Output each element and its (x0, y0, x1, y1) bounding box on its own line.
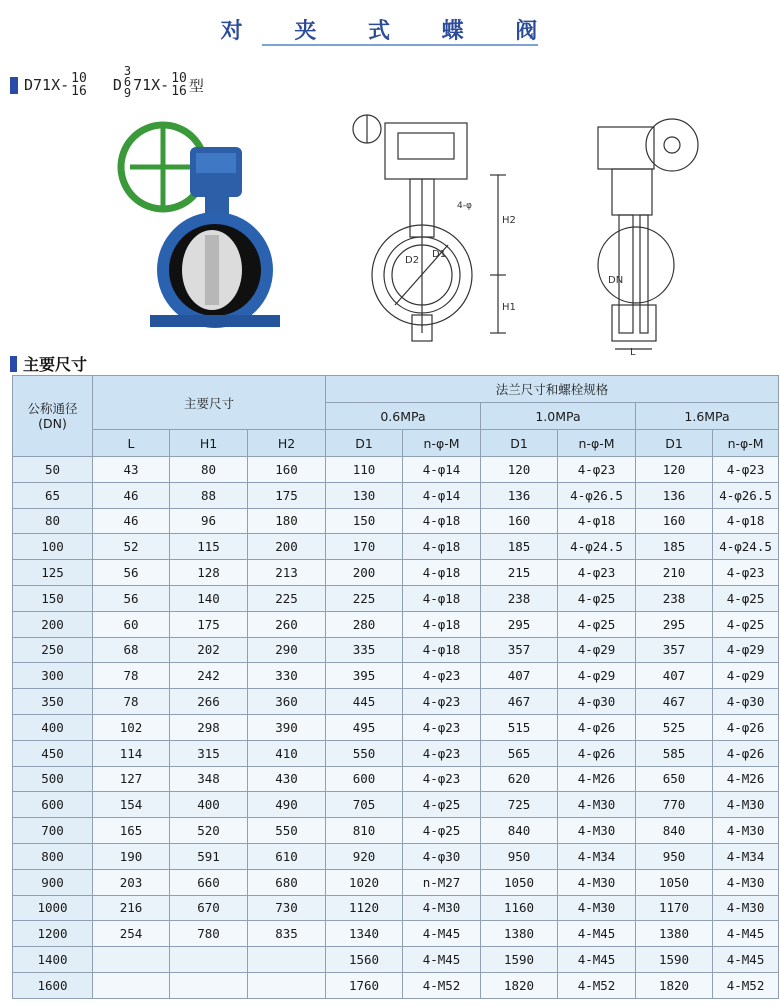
table-row (13, 663, 779, 689)
table-cell: 407 (481, 663, 558, 689)
table-cell: 4-φ24.5 (713, 534, 779, 560)
table-row (13, 792, 779, 818)
table-cell: 4-φ25 (558, 585, 636, 611)
table-cell: 56 (93, 585, 170, 611)
table-cell: 4-M30 (713, 869, 779, 895)
product-illustrations (0, 105, 780, 355)
dn-cell: 800 (13, 843, 93, 869)
table-cell: 4-φ30 (403, 843, 481, 869)
table-cell: 565 (481, 740, 558, 766)
model-stack-c (171, 72, 187, 98)
table-cell: 840 (636, 818, 713, 844)
table-cell: 165 (93, 818, 170, 844)
table-row (13, 689, 779, 715)
table-cell: 315 (170, 740, 248, 766)
table-cell: 407 (636, 663, 713, 689)
table-cell: 4-M52 (558, 972, 636, 998)
table-cell: 4-M45 (558, 921, 636, 947)
table-cell: 550 (248, 818, 326, 844)
table-row (13, 818, 779, 844)
table-cell: 60 (93, 611, 170, 637)
table-cell: 4-φ25 (713, 585, 779, 611)
section-marker (10, 356, 17, 372)
table-cell: 102 (93, 714, 170, 740)
table-cell: 290 (248, 637, 326, 663)
table-cell: 150 (326, 508, 403, 534)
table-cell: 175 (170, 611, 248, 637)
model-prefix-b-left: D (112, 76, 122, 94)
table-cell: 213 (248, 560, 326, 586)
dn-cell: 700 (13, 818, 93, 844)
table-cell: 46 (93, 482, 170, 508)
table-cell: 4-φ30 (558, 689, 636, 715)
table-cell: 4-φ18 (403, 585, 481, 611)
table-cell: 4-M30 (558, 869, 636, 895)
header-col-h2: H2 (248, 430, 326, 457)
dn-cell: 200 (13, 611, 93, 637)
table-cell: 4-M52 (403, 972, 481, 998)
table-cell: 4-φ18 (403, 560, 481, 586)
table-cell: 4-φ18 (403, 637, 481, 663)
table-cell: 360 (248, 689, 326, 715)
dn-cell: 100 (13, 534, 93, 560)
dn-cell: 125 (13, 560, 93, 586)
table-cell: 4-φ29 (713, 663, 779, 689)
table-cell: 4-φ26.5 (558, 482, 636, 508)
table-cell: 4-φ23 (403, 766, 481, 792)
h2-label: H2 (502, 215, 516, 226)
table-cell: 203 (93, 869, 170, 895)
table-cell: 610 (248, 843, 326, 869)
table-cell: 295 (636, 611, 713, 637)
table-cell: 4-φ25 (403, 792, 481, 818)
table-cell: 4-M45 (403, 921, 481, 947)
table-cell: 225 (326, 585, 403, 611)
table-cell: 495 (326, 714, 403, 740)
table-cell: n-M27 (403, 869, 481, 895)
table-cell: 591 (170, 843, 248, 869)
table-cell: 202 (170, 637, 248, 663)
model-stack-b-mid: 6 (123, 74, 132, 89)
table-cell: 88 (170, 482, 248, 508)
table-cell: 4-M26 (713, 766, 779, 792)
table-cell: 4-φ29 (558, 663, 636, 689)
d2-label: D2 (405, 255, 420, 266)
table-cell: 445 (326, 689, 403, 715)
table-cell: 180 (248, 508, 326, 534)
table-cell: 78 (93, 663, 170, 689)
valve-photo (121, 125, 280, 328)
table-cell: 1820 (481, 972, 558, 998)
table-cell: 490 (248, 792, 326, 818)
table-cell: 705 (326, 792, 403, 818)
dimensions-table (12, 375, 779, 999)
table-cell: 4-φ18 (558, 508, 636, 534)
dn-cell: 65 (13, 482, 93, 508)
table-row (13, 843, 779, 869)
table-row (13, 508, 779, 534)
table-cell: 78 (93, 689, 170, 715)
header-col-bolt-10: n-φ-M (558, 430, 636, 457)
table-cell: 185 (636, 534, 713, 560)
table-cell (93, 972, 170, 998)
header-col-l: L (93, 430, 170, 457)
dn-cell: 450 (13, 740, 93, 766)
table-cell: 4-M45 (558, 947, 636, 973)
table-cell: 238 (636, 585, 713, 611)
table-cell: 670 (170, 895, 248, 921)
table-cell: 620 (481, 766, 558, 792)
side-view-drawing (598, 119, 698, 349)
model-stack-a (71, 72, 87, 98)
table-cell: 835 (248, 921, 326, 947)
table-cell: 550 (326, 740, 403, 766)
table-cell: 950 (481, 843, 558, 869)
header-col-bolt-16: n-φ-M (713, 430, 779, 457)
table-cell: 4-φ18 (713, 508, 779, 534)
header-col-bolt-06: n-φ-M (403, 430, 481, 457)
dn-cell: 1200 (13, 921, 93, 947)
table-row (13, 457, 779, 483)
table-cell: 467 (636, 689, 713, 715)
table-cell: 225 (248, 585, 326, 611)
section-marker (10, 77, 18, 94)
dn-cell: 1400 (13, 947, 93, 973)
table-row (13, 869, 779, 895)
table-row (13, 560, 779, 586)
table-cell: 330 (248, 663, 326, 689)
bolt-label: 4-φ (457, 201, 472, 211)
table-cell: 4-M52 (713, 972, 779, 998)
header-dn: 公称通径 (DN) (13, 376, 93, 457)
dn-cell: 300 (13, 663, 93, 689)
table-cell: 254 (93, 921, 170, 947)
table-cell (248, 972, 326, 998)
table-cell: 4-M26 (558, 766, 636, 792)
model-designation (10, 63, 204, 102)
table-cell: 242 (170, 663, 248, 689)
dn-cell: 400 (13, 714, 93, 740)
table-cell: 4-M34 (558, 843, 636, 869)
model-prefix-b-right: 71X- (133, 76, 170, 94)
table-cell: 4-φ18 (403, 508, 481, 534)
dn-cell: 600 (13, 792, 93, 818)
model-stack-b (123, 63, 132, 100)
table-cell: 43 (93, 457, 170, 483)
dn-cell: 500 (13, 766, 93, 792)
table-cell: 430 (248, 766, 326, 792)
dn-cell: 50 (13, 457, 93, 483)
table-cell (248, 947, 326, 973)
table-cell: 4-M30 (713, 895, 779, 921)
table-cell: 4-φ23 (713, 560, 779, 586)
table-cell: 335 (326, 637, 403, 663)
table-cell: 170 (326, 534, 403, 560)
table-cell: 1380 (636, 921, 713, 947)
header-col-d1-10: D1 (481, 430, 558, 457)
table-cell: 395 (326, 663, 403, 689)
table-cell: 780 (170, 921, 248, 947)
table-row (13, 895, 779, 921)
table-cell: 260 (248, 611, 326, 637)
table-cell: 4-φ18 (403, 534, 481, 560)
table-cell: 1120 (326, 895, 403, 921)
model-stack-c-bottom: 16 (171, 84, 187, 99)
header-pressure-16: 1.6MPa (636, 403, 779, 430)
table-cell: 4-φ26 (558, 740, 636, 766)
header-flange: 法兰尺寸和螺栓规格 (326, 376, 779, 403)
table-cell: 1050 (636, 869, 713, 895)
header-col-d1-16: D1 (636, 430, 713, 457)
table-cell: 52 (93, 534, 170, 560)
dn-cell: 1600 (13, 972, 93, 998)
table-cell: 525 (636, 714, 713, 740)
table-row (13, 585, 779, 611)
table-cell: 280 (326, 611, 403, 637)
table-cell: 154 (93, 792, 170, 818)
front-view-drawing (353, 115, 506, 341)
header-pressure-10: 1.0MPa (481, 403, 636, 430)
table-cell: 210 (636, 560, 713, 586)
table-row (13, 947, 779, 973)
table-cell: 1050 (481, 869, 558, 895)
table-cell: 1760 (326, 972, 403, 998)
table-cell: 4-M30 (558, 818, 636, 844)
model-prefix-a: D71X- (24, 76, 70, 94)
table-cell: 4-φ23 (713, 457, 779, 483)
table-cell: 266 (170, 689, 248, 715)
table-row (13, 714, 779, 740)
table-cell: 348 (170, 766, 248, 792)
dn-cell: 900 (13, 869, 93, 895)
header-pressure-06: 0.6MPa (326, 403, 481, 430)
dn-label: DN (608, 275, 624, 286)
header-col-d1-06: D1 (326, 430, 403, 457)
table-cell: 4-φ18 (403, 611, 481, 637)
table-cell: 4-M45 (713, 947, 779, 973)
table-cell: 4-φ26 (713, 714, 779, 740)
table-cell: 46 (93, 508, 170, 534)
table-cell: 238 (481, 585, 558, 611)
table-cell: 810 (326, 818, 403, 844)
table-cell: 520 (170, 818, 248, 844)
dn-cell: 1000 (13, 895, 93, 921)
table-cell: 4-φ24.5 (558, 534, 636, 560)
table-cell: 1380 (481, 921, 558, 947)
table-cell: 467 (481, 689, 558, 715)
table-cell: 4-M30 (713, 792, 779, 818)
table-cell: 200 (248, 534, 326, 560)
table-cell: 190 (93, 843, 170, 869)
table-cell: 4-M30 (558, 895, 636, 921)
table-cell: 660 (170, 869, 248, 895)
table-row (13, 611, 779, 637)
table-cell: 840 (481, 818, 558, 844)
table-cell: 4-M30 (713, 818, 779, 844)
table-cell (170, 972, 248, 998)
table-cell: 585 (636, 740, 713, 766)
table-cell: 1020 (326, 869, 403, 895)
table-cell: 160 (481, 508, 558, 534)
table-cell: 390 (248, 714, 326, 740)
table-cell: 4-φ26 (713, 740, 779, 766)
table-cell: 115 (170, 534, 248, 560)
table-cell: 4-φ23 (558, 560, 636, 586)
table-cell: 1160 (481, 895, 558, 921)
table-cell: 80 (170, 457, 248, 483)
table-row (13, 482, 779, 508)
section-heading (10, 352, 87, 375)
table-cell: 4-M45 (403, 947, 481, 973)
table-cell: 357 (481, 637, 558, 663)
table-cell: 114 (93, 740, 170, 766)
table-cell: 410 (248, 740, 326, 766)
table-cell: 120 (636, 457, 713, 483)
table-row (13, 637, 779, 663)
dn-cell: 80 (13, 508, 93, 534)
table-cell (170, 947, 248, 973)
table-cell: 650 (636, 766, 713, 792)
table-cell: 920 (326, 843, 403, 869)
header-main-dims: 主要尺寸 (93, 376, 326, 430)
model-stack-b-bottom: 9 (123, 85, 132, 100)
dn-cell: 150 (13, 585, 93, 611)
table-cell: 1170 (636, 895, 713, 921)
table-cell: 1340 (326, 921, 403, 947)
section-title: 主要尺寸 (23, 355, 88, 374)
table-cell: 600 (326, 766, 403, 792)
table-cell: 128 (170, 560, 248, 586)
model-stack-b-top: 3 (123, 63, 132, 78)
table-cell: 515 (481, 714, 558, 740)
d1-label: D1 (432, 249, 447, 260)
page-title: 对 夹 式 蝶 阀 (220, 19, 560, 44)
table-cell: 185 (481, 534, 558, 560)
table-cell: 950 (636, 843, 713, 869)
table-cell: 110 (326, 457, 403, 483)
table-cell: 96 (170, 508, 248, 534)
table-cell: 216 (93, 895, 170, 921)
table-cell: 160 (636, 508, 713, 534)
table-cell: 4-φ29 (558, 637, 636, 663)
table-cell: 175 (248, 482, 326, 508)
table-row (13, 766, 779, 792)
table-cell: 4-φ25 (713, 611, 779, 637)
table-cell: 215 (481, 560, 558, 586)
table-cell: 1590 (481, 947, 558, 973)
table-cell: 680 (248, 869, 326, 895)
table-cell: 4-φ26 (558, 714, 636, 740)
table-cell: 4-φ25 (403, 818, 481, 844)
title-underline (262, 44, 538, 46)
table-cell: 725 (481, 792, 558, 818)
table-cell: 4-M30 (403, 895, 481, 921)
table-cell: 4-φ14 (403, 482, 481, 508)
table-cell: 1560 (326, 947, 403, 973)
table-cell: 400 (170, 792, 248, 818)
table-cell: 127 (93, 766, 170, 792)
table-cell: 136 (481, 482, 558, 508)
table-cell: 1590 (636, 947, 713, 973)
table-cell: 4-φ26.5 (713, 482, 779, 508)
table-cell (93, 947, 170, 973)
table-cell: 120 (481, 457, 558, 483)
table-cell: 136 (636, 482, 713, 508)
table-cell: 160 (248, 457, 326, 483)
table-cell: 4-φ25 (558, 611, 636, 637)
h1-label: H1 (502, 302, 516, 313)
table-row (13, 921, 779, 947)
model-suffix: 型 (188, 76, 204, 95)
table-cell: 130 (326, 482, 403, 508)
table-cell: 4-φ23 (403, 689, 481, 715)
table-cell: 295 (481, 611, 558, 637)
table-cell: 357 (636, 637, 713, 663)
table-cell: 298 (170, 714, 248, 740)
table-row (13, 534, 779, 560)
table-cell: 68 (93, 637, 170, 663)
table-cell: 4-φ14 (403, 457, 481, 483)
table-cell: 770 (636, 792, 713, 818)
l-label: L (630, 347, 636, 355)
table-row (13, 972, 779, 998)
table-cell: 4-φ23 (403, 740, 481, 766)
table-cell: 200 (326, 560, 403, 586)
table-cell: 56 (93, 560, 170, 586)
header-col-h1: H1 (170, 430, 248, 457)
table-cell: 4-φ29 (713, 637, 779, 663)
table-cell: 140 (170, 585, 248, 611)
table-cell: 4-φ23 (403, 663, 481, 689)
table-cell: 4-φ23 (558, 457, 636, 483)
table-cell: 4-M30 (558, 792, 636, 818)
table-cell: 4-φ23 (403, 714, 481, 740)
table-cell: 4-M45 (713, 921, 779, 947)
table-cell: 730 (248, 895, 326, 921)
model-stack-c-top: 10 (171, 71, 187, 86)
table-cell: 1820 (636, 972, 713, 998)
model-stack-a-top: 10 (71, 71, 87, 86)
table-cell: 4-M34 (713, 843, 779, 869)
model-stack-a-bottom: 16 (71, 84, 87, 99)
table-cell: 4-φ30 (713, 689, 779, 715)
table-row (13, 740, 779, 766)
dn-cell: 250 (13, 637, 93, 663)
dn-cell: 350 (13, 689, 93, 715)
